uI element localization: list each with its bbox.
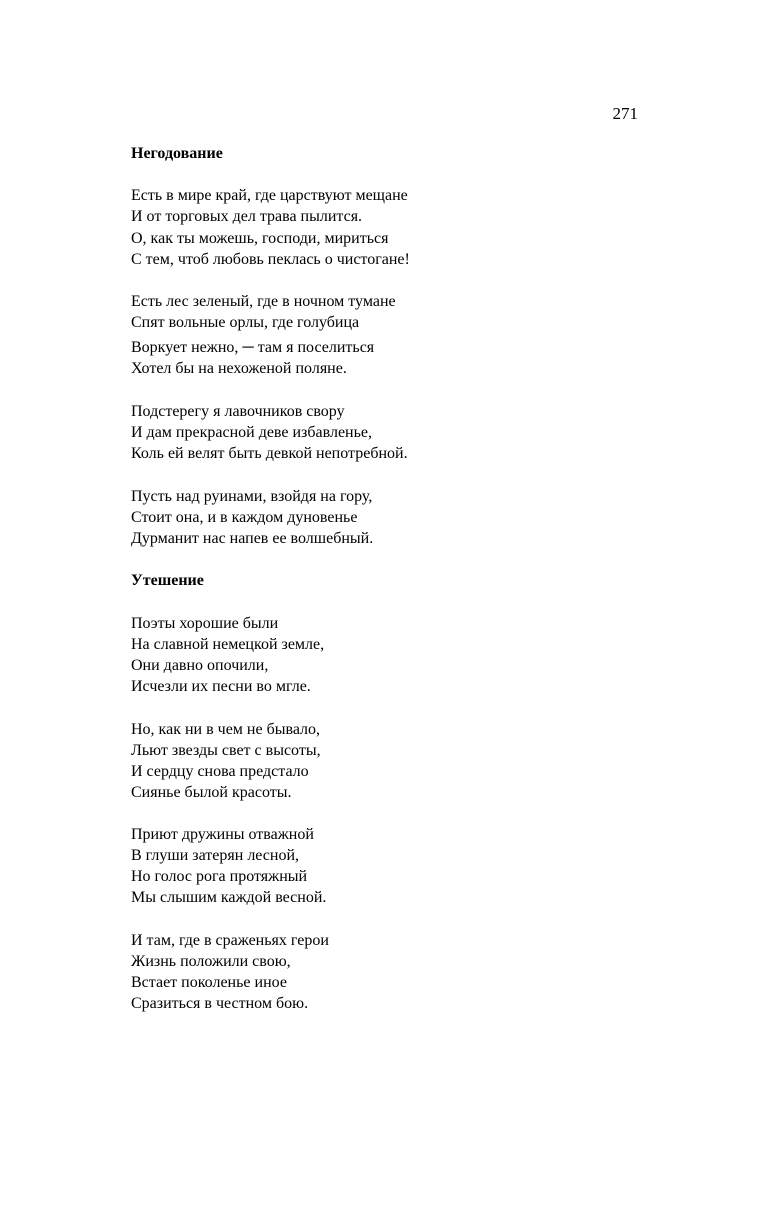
poem-line: С тем, чтоб любовь пеклась о чистогане! bbox=[131, 251, 410, 268]
poem-line: Мы слышим каждой весной. bbox=[131, 889, 327, 906]
poem-line: Льют звезды свет с высоты, bbox=[131, 742, 321, 759]
page-number: 271 bbox=[612, 104, 638, 123]
poem-title: Утешение bbox=[131, 572, 204, 589]
poem-line: Но, как ни в чем не бывало, bbox=[131, 721, 321, 738]
poem-line: В глуши затерян лесной, bbox=[131, 847, 300, 864]
poem-line: Но голос рога протяжный bbox=[131, 868, 308, 885]
poem-line: На славной немецкой земле, bbox=[131, 636, 325, 653]
poem-line: Сразиться в честном бою. bbox=[131, 995, 309, 1012]
poem-line: Поэты хорошие были bbox=[131, 615, 279, 632]
poem-line: Спят вольные орлы, где голубица bbox=[131, 314, 360, 331]
poem-line: Есть лес зеленый, где в ночном тумане bbox=[131, 293, 396, 310]
poem-line: И сердцу снова предстало bbox=[131, 763, 309, 780]
poem-line: Они давно опочили, bbox=[131, 657, 269, 674]
poem-line: Стоит она, и в каждом дуновенье bbox=[131, 509, 358, 526]
poem-line: Приют дружины отважной bbox=[131, 826, 314, 843]
poem-line: Хотел бы на нехоженой поляне. bbox=[131, 360, 347, 377]
poem-line: Сиянье былой красоты. bbox=[131, 784, 292, 801]
poem-line: И там, где в сраженьях герои bbox=[131, 932, 329, 949]
poem-line: О, как ты можешь, господи, мириться bbox=[131, 230, 389, 247]
poem-line: Исчезли их песни во мгле. bbox=[131, 678, 311, 695]
poem-title: Негодование bbox=[131, 145, 223, 162]
poem-line: Дурманит нас напев ее волшебный. bbox=[131, 530, 374, 547]
poem-line: Воркует нежно, ─ там я поселиться bbox=[131, 339, 375, 356]
poem-line: Коль ей велят быть девкой непотребной. bbox=[131, 445, 408, 462]
poem-line: Есть в мире край, где царствуют мещане bbox=[131, 187, 408, 204]
poem-line: Подстерегу я лавочников свору bbox=[131, 403, 345, 420]
poem-line: Жизнь положили свою, bbox=[131, 953, 291, 970]
poem-line: Пусть над руинами, взойдя на гору, bbox=[131, 488, 373, 505]
poem-line: И от торговых дел трава пылится. bbox=[131, 208, 363, 225]
poem-line: Встает поколенье иное bbox=[131, 974, 287, 991]
poem-line: И дам прекрасной деве избавленье, bbox=[131, 424, 373, 441]
